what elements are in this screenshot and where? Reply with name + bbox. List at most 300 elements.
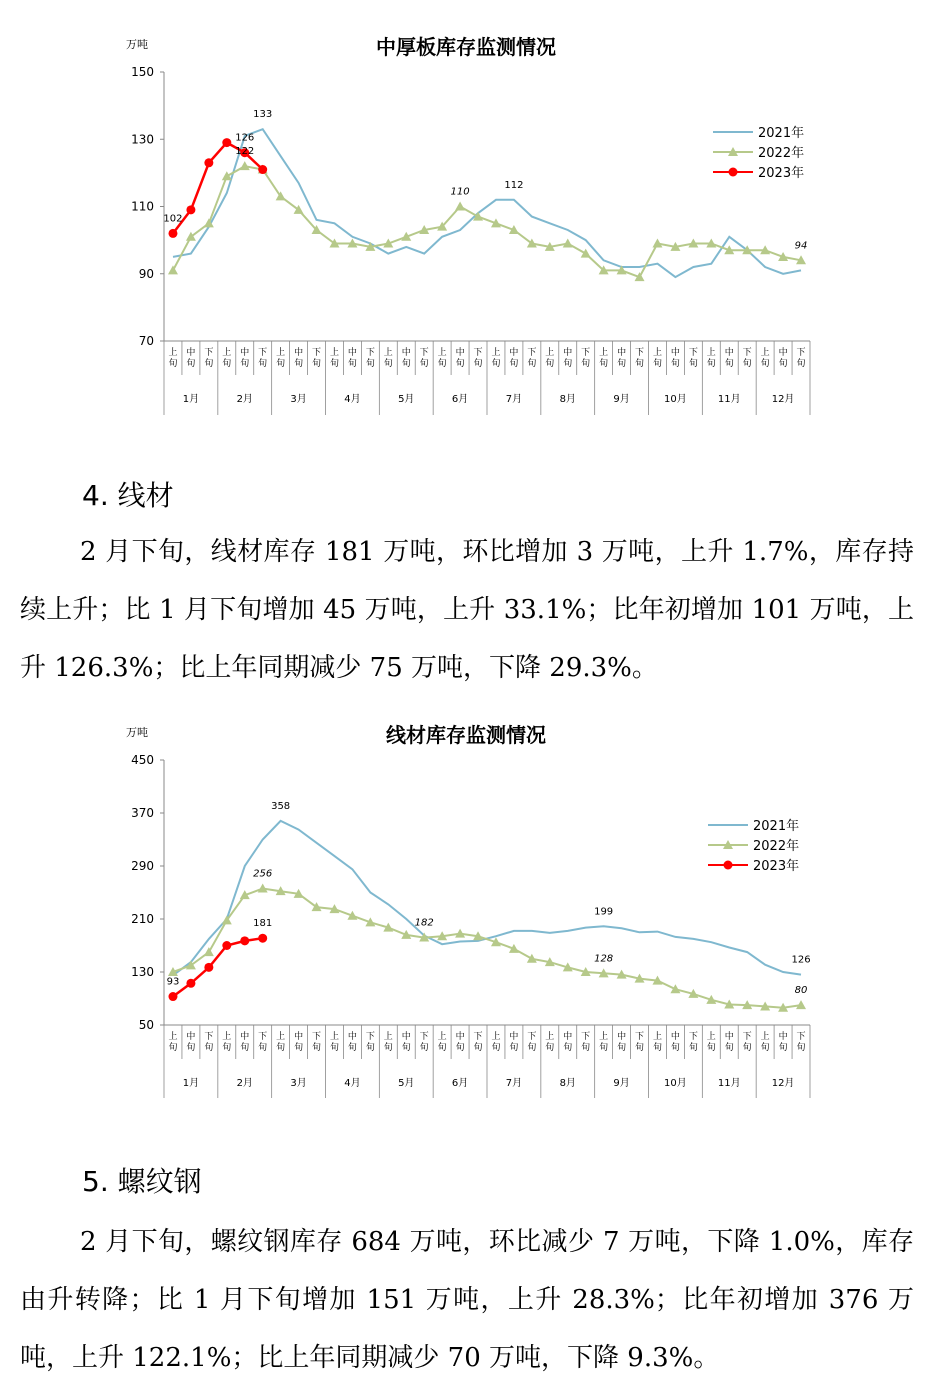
- y-tick-label: 70: [138, 334, 154, 348]
- x-tick-label: [240, 346, 249, 369]
- x-tick-label: [491, 1030, 500, 1053]
- x-tick-label-char: 中: [347, 348, 357, 358]
- x-tick-label-char: 旬: [168, 359, 178, 369]
- x-tick-label: [330, 346, 339, 369]
- x-tick-label: [294, 1030, 303, 1053]
- section-heading-wire-rod: 4. 线材: [82, 479, 174, 512]
- month-label: 12月: [771, 1078, 795, 1089]
- y-tick-label: 210: [131, 912, 154, 926]
- data-point: [581, 249, 591, 258]
- x-tick-label: [797, 1031, 806, 1053]
- month-label: 9月: [613, 394, 630, 405]
- series-line: [173, 129, 801, 277]
- x-tick-label-char: 下: [635, 1032, 645, 1042]
- x-tick-label-char: 旬: [670, 1043, 680, 1053]
- data-point: [670, 984, 680, 993]
- data-label: 94: [794, 240, 808, 252]
- month-label: 12月: [771, 394, 795, 405]
- data-point: [563, 238, 573, 247]
- x-tick-label-char: 中: [401, 348, 411, 358]
- x-tick-label-char: 旬: [455, 359, 465, 369]
- x-tick-label-char: 旬: [473, 1043, 483, 1053]
- data-point: [258, 165, 267, 174]
- data-point: [527, 954, 537, 963]
- x-tick-label-char: 上: [276, 348, 286, 358]
- x-tick-label-char: 下: [742, 348, 752, 358]
- month-label: 11月: [717, 394, 741, 405]
- legend-label: 2023年: [753, 859, 800, 874]
- x-tick-label-char: 上: [706, 1032, 716, 1042]
- x-tick-label: [509, 346, 518, 369]
- x-tick-label-char: 旬: [706, 359, 716, 369]
- x-tick-label-char: 中: [670, 348, 680, 358]
- x-tick-label-char: 旬: [419, 359, 429, 369]
- x-tick-label-char: 旬: [437, 1043, 447, 1053]
- x-tick-label: [509, 1030, 518, 1053]
- x-tick-label-char: 下: [419, 1032, 429, 1042]
- data-point: [186, 205, 195, 214]
- x-tick-label-char: 旬: [527, 1043, 537, 1053]
- x-tick-label-char: 旬: [204, 1043, 214, 1053]
- x-tick-label: [438, 1030, 447, 1053]
- data-point: [168, 265, 178, 274]
- x-tick-label-char: 旬: [545, 1043, 555, 1053]
- x-tick-label-char: 上: [491, 348, 501, 358]
- x-tick-label-char: 上: [652, 348, 662, 358]
- x-tick-label: [635, 347, 644, 369]
- x-tick-label-char: 下: [635, 348, 645, 358]
- x-tick-label-char: 旬: [455, 1043, 465, 1053]
- data-label: 358: [271, 800, 291, 812]
- x-tick-label: [743, 347, 752, 369]
- x-tick-label-char: 中: [670, 1032, 680, 1042]
- x-tick-label-char: 上: [545, 1032, 555, 1042]
- data-point: [168, 992, 177, 1001]
- x-tick-label-char: 旬: [312, 1043, 322, 1053]
- x-tick-label-char: 旬: [401, 1043, 411, 1053]
- x-tick-label-char: 下: [365, 348, 375, 358]
- data-label: 112: [504, 179, 524, 191]
- x-tick-label-char: 上: [437, 1032, 447, 1042]
- x-tick-label-char: 下: [258, 1032, 268, 1042]
- data-point: [204, 963, 213, 972]
- x-tick-label-char: 旬: [617, 359, 627, 369]
- month-label: 7月: [505, 1078, 523, 1089]
- month-label: 10月: [664, 394, 687, 405]
- x-tick-label-char: 下: [581, 348, 591, 358]
- x-tick-label-char: 旬: [419, 1043, 429, 1053]
- x-tick-label: [258, 1031, 267, 1053]
- month-label: 5月: [398, 394, 415, 405]
- data-point: [455, 929, 465, 938]
- chart-title: 线材库存监测情况: [386, 723, 546, 747]
- x-tick-label-char: 旬: [329, 1043, 339, 1053]
- section-heading-rebar: 5. 螺纹钢: [82, 1165, 202, 1198]
- x-tick-label-char: 上: [329, 348, 339, 358]
- x-tick-label-char: 旬: [599, 1043, 609, 1053]
- x-tick-label: [797, 347, 806, 369]
- x-tick-label-char: 上: [222, 1032, 232, 1042]
- x-tick-label: [707, 1030, 716, 1053]
- x-tick-label-char: 下: [312, 1032, 322, 1042]
- x-tick-label: [653, 346, 662, 369]
- x-tick-label: [563, 346, 572, 369]
- y-tick-label: 90: [138, 266, 154, 281]
- x-tick-label-char: 旬: [581, 359, 591, 369]
- data-point: [652, 238, 662, 247]
- data-label: 182: [414, 917, 434, 929]
- x-tick-label-char: 旬: [652, 1043, 662, 1053]
- x-tick-label: [779, 346, 788, 369]
- month-label: 7月: [505, 394, 523, 405]
- x-tick-label-char: 旬: [168, 1043, 178, 1053]
- x-tick-label: [366, 1031, 375, 1053]
- x-tick-label: [581, 1031, 590, 1053]
- x-tick-label: [761, 346, 770, 369]
- x-tick-label-char: 下: [527, 348, 537, 358]
- x-tick-label-char: 旬: [204, 359, 214, 369]
- x-tick-label-char: 旬: [742, 359, 752, 369]
- x-tick-label-char: 旬: [347, 1043, 357, 1053]
- x-tick-label-char: 旬: [688, 1043, 698, 1053]
- month-label: 1月: [182, 394, 200, 405]
- y-unit-label: 万吨: [126, 726, 148, 739]
- x-tick-label: [258, 347, 267, 369]
- x-tick-label: [222, 346, 231, 369]
- x-tick-label: [527, 1031, 536, 1053]
- x-tick-label-char: 旬: [670, 359, 680, 369]
- y-tick-label: 50: [138, 1018, 154, 1032]
- x-tick-label-char: 上: [760, 348, 770, 358]
- x-tick-label: [456, 346, 465, 369]
- x-tick-label-char: 中: [186, 348, 196, 358]
- x-tick-label-char: 旬: [652, 359, 662, 369]
- month-label: 6月: [451, 394, 469, 405]
- x-tick-label: [581, 347, 590, 369]
- y-tick-label: 130: [131, 965, 154, 979]
- x-tick-label: [168, 1030, 177, 1053]
- x-tick-label-char: 旬: [635, 359, 645, 369]
- x-tick-label-char: 中: [240, 1032, 250, 1042]
- data-label: 80: [794, 985, 808, 997]
- x-tick-label-char: 中: [724, 1032, 734, 1042]
- x-tick-label-char: 旬: [347, 359, 357, 369]
- x-tick-label-char: 中: [347, 1032, 357, 1042]
- x-tick-label-char: 旬: [365, 359, 375, 369]
- x-tick-label-char: 旬: [365, 1043, 375, 1053]
- y-unit-label: 万吨: [126, 38, 148, 51]
- x-tick-label-char: 上: [491, 1032, 501, 1042]
- month-label: 3月: [290, 394, 307, 405]
- x-tick-label-char: 中: [617, 348, 627, 358]
- x-tick-label-char: 旬: [724, 359, 734, 369]
- rebar-paragraph: [20, 1213, 914, 1387]
- x-tick-label-char: 上: [383, 1032, 393, 1042]
- x-tick-label-char: 旬: [222, 359, 232, 369]
- plate-inventory-chart-svg: [0, 0, 929, 430]
- x-tick-label-char: 下: [796, 1032, 806, 1042]
- x-tick-label-char: 旬: [688, 359, 698, 369]
- x-tick-label: [384, 346, 393, 369]
- y-tick-label: 450: [131, 753, 154, 767]
- x-tick-label-char: 上: [706, 348, 716, 358]
- x-tick-label-char: 旬: [186, 359, 196, 369]
- x-tick-label-char: 旬: [383, 359, 393, 369]
- x-tick-label-char: 旬: [222, 1043, 232, 1053]
- x-tick-label-char: 旬: [796, 1043, 806, 1053]
- x-tick-label: [348, 1030, 357, 1053]
- x-tick-label-char: 下: [688, 1032, 698, 1042]
- x-tick-label: [204, 347, 213, 369]
- data-label: 110: [450, 186, 470, 198]
- x-tick-label-char: 旬: [563, 359, 573, 369]
- x-tick-label-char: 旬: [706, 1043, 716, 1053]
- x-tick-label: [312, 1031, 321, 1053]
- legend-label: 2021年: [758, 126, 805, 141]
- x-tick-label-char: 旬: [258, 1043, 268, 1053]
- data-label: 126: [235, 132, 255, 144]
- month-label: 9月: [613, 1078, 630, 1089]
- data-label: 93: [166, 976, 180, 988]
- x-tick-label-char: 中: [617, 1032, 627, 1042]
- x-tick-label: [222, 1030, 231, 1053]
- legend-label: 2021年: [753, 819, 800, 834]
- x-tick-label-char: 旬: [240, 359, 250, 369]
- x-tick-label: [276, 346, 285, 369]
- rebar-paragraph-text: 2 月下旬，螺纹钢库存 684 万吨，环比减少 7 万吨，下降 1.0%，库存由升转降；比 1 月下旬增加 151 万吨，上升 28.3%；比年初增加 376 万吨，上升 122.1%；比上年同期减少 70 万吨，下降 9.3%。: [20, 1227, 914, 1373]
- x-tick-label-char: 旬: [473, 359, 483, 369]
- x-tick-label-char: 旬: [294, 359, 304, 369]
- x-tick-label-char: 旬: [491, 1043, 501, 1053]
- x-tick-label: [348, 346, 357, 369]
- data-point: [168, 229, 177, 238]
- x-tick-label: [653, 1030, 662, 1053]
- x-tick-label-char: 下: [365, 1032, 375, 1042]
- wire-rod-inventory-chart-svg: [0, 714, 929, 1114]
- data-point: [204, 947, 214, 956]
- x-tick-label-char: 中: [455, 348, 465, 358]
- legend-label: 2022年: [758, 146, 805, 161]
- x-tick-label-char: 上: [437, 348, 447, 358]
- x-tick-label: [294, 346, 303, 369]
- x-tick-label-char: 旬: [617, 1043, 627, 1053]
- x-tick-label-char: 中: [294, 348, 304, 358]
- x-tick-label: [186, 1030, 195, 1053]
- data-label: 126: [791, 954, 811, 966]
- x-tick-label: [671, 1030, 680, 1053]
- month-label: 2月: [236, 1078, 253, 1089]
- x-tick-label-char: 中: [563, 1032, 573, 1042]
- y-tick-label: 370: [131, 806, 154, 820]
- data-point: [186, 979, 195, 988]
- wire-rod-paragraph-text: 2 月下旬，线材库存 181 万吨，环比增加 3 万吨，上升 1.7%，库存持续上升；比 1 月下旬增加 45 万吨，上升 33.1%；比年初增加 101 万吨，上升 126.3%；比上年同期减少 75 万吨，下降 29.3%。: [20, 537, 914, 683]
- data-point: [258, 934, 267, 943]
- data-label: 122: [235, 146, 255, 158]
- x-tick-label-char: 下: [204, 348, 214, 358]
- x-tick-label-char: 旬: [276, 359, 286, 369]
- legend-label: 2022年: [753, 839, 800, 854]
- x-tick-label: [599, 1030, 608, 1053]
- x-tick-label-char: 下: [581, 1032, 591, 1042]
- x-tick-label: [402, 346, 411, 369]
- x-tick-label: [779, 1030, 788, 1053]
- wire-rod-paragraph: [20, 523, 914, 697]
- x-tick-label: [456, 1030, 465, 1053]
- x-tick-label-char: 上: [652, 1032, 662, 1042]
- x-tick-label-char: 中: [724, 348, 734, 358]
- x-tick-label-char: 旬: [581, 1043, 591, 1053]
- data-point: [222, 171, 232, 180]
- x-tick-label-char: 旬: [491, 359, 501, 369]
- x-tick-label: [725, 346, 734, 369]
- x-tick-label-char: 中: [455, 1032, 465, 1042]
- x-tick-label-char: 中: [401, 1032, 411, 1042]
- x-tick-label: [474, 347, 483, 369]
- x-tick-label: [168, 346, 177, 369]
- y-tick-label: 150: [131, 65, 154, 79]
- month-label: 1月: [182, 1078, 200, 1089]
- x-tick-label-char: 中: [563, 348, 573, 358]
- x-tick-label: [743, 1031, 752, 1053]
- month-label: 10月: [664, 1078, 687, 1089]
- x-tick-label-char: 上: [168, 1032, 178, 1042]
- x-tick-label: [240, 1030, 249, 1053]
- x-tick-label: [689, 1031, 698, 1053]
- x-tick-label-char: 上: [168, 348, 178, 358]
- month-label: 11月: [717, 1078, 741, 1089]
- x-tick-label-char: 上: [599, 1032, 609, 1042]
- chart-title: 中厚板库存监测情况: [376, 35, 556, 59]
- plate-inventory-chart: [0, 0, 929, 430]
- x-tick-label-char: 上: [276, 1032, 286, 1042]
- x-tick-label: [527, 347, 536, 369]
- x-tick-label-char: 旬: [258, 359, 268, 369]
- x-tick-label: [420, 347, 429, 369]
- x-tick-label: [563, 1030, 572, 1053]
- data-point: [455, 202, 465, 211]
- x-tick-label-char: 上: [599, 348, 609, 358]
- x-tick-label-char: 下: [473, 348, 483, 358]
- x-tick-label-char: 下: [312, 348, 322, 358]
- series-line: [173, 889, 801, 1008]
- data-label: 256: [253, 868, 273, 880]
- month-label: 2月: [236, 394, 253, 405]
- month-label: 4月: [344, 1078, 361, 1089]
- x-tick-label-char: 上: [222, 348, 232, 358]
- x-tick-label-char: 中: [509, 348, 519, 358]
- x-tick-label-char: 中: [778, 348, 788, 358]
- y-tick-label: 130: [131, 132, 154, 147]
- x-tick-label-char: 旬: [760, 359, 770, 369]
- legend-marker: [724, 861, 733, 870]
- x-tick-label: [761, 1030, 770, 1053]
- data-label: 181: [253, 918, 273, 930]
- month-label: 3月: [290, 1078, 307, 1089]
- data-label: 128: [594, 953, 614, 965]
- legend-label: 2023年: [758, 166, 805, 181]
- x-tick-label-char: 旬: [383, 1043, 393, 1053]
- x-tick-label-char: 下: [796, 348, 806, 358]
- data-label: 133: [253, 109, 273, 121]
- x-tick-label-char: 旬: [545, 359, 555, 369]
- x-tick-label-char: 旬: [276, 1043, 286, 1053]
- month-label: 5月: [398, 1078, 415, 1089]
- x-tick-label-char: 下: [204, 1032, 214, 1042]
- x-tick-label: [689, 347, 698, 369]
- month-label: 6月: [451, 1078, 469, 1089]
- month-label: 8月: [559, 1078, 576, 1089]
- x-tick-label-char: 旬: [329, 359, 339, 369]
- x-tick-label: [545, 1030, 554, 1053]
- x-tick-label-char: 旬: [186, 1043, 196, 1053]
- x-tick-label: [186, 346, 195, 369]
- x-tick-label: [635, 1031, 644, 1053]
- x-tick-label: [384, 1030, 393, 1053]
- x-tick-label: [491, 346, 500, 369]
- x-tick-label: [420, 1031, 429, 1053]
- x-tick-label-char: 中: [778, 1032, 788, 1042]
- x-tick-label-char: 旬: [742, 1043, 752, 1053]
- x-tick-label: [204, 1031, 213, 1053]
- x-tick-label-char: 下: [258, 348, 268, 358]
- x-tick-label-char: 旬: [635, 1043, 645, 1053]
- x-tick-label: [474, 1031, 483, 1053]
- y-tick-label: 290: [131, 859, 154, 873]
- x-tick-label-char: 旬: [778, 359, 788, 369]
- x-tick-label-char: 中: [240, 348, 250, 358]
- x-tick-label-char: 旬: [760, 1043, 770, 1053]
- x-tick-label-char: 上: [545, 348, 555, 358]
- x-tick-label: [438, 346, 447, 369]
- series-line: [173, 166, 801, 277]
- data-point: [222, 941, 231, 950]
- x-tick-label-char: 旬: [724, 1043, 734, 1053]
- x-tick-label-char: 旬: [527, 359, 537, 369]
- data-point: [222, 138, 231, 147]
- x-tick-label-char: 旬: [509, 1043, 519, 1053]
- x-tick-label-char: 上: [329, 1032, 339, 1042]
- x-tick-label-char: 旬: [796, 359, 806, 369]
- x-tick-label: [276, 1030, 285, 1053]
- x-tick-label: [617, 346, 626, 369]
- x-tick-label: [402, 1030, 411, 1053]
- y-tick-label: 110: [131, 199, 154, 214]
- x-tick-label-char: 旬: [563, 1043, 573, 1053]
- x-tick-label: [366, 347, 375, 369]
- x-tick-label: [707, 346, 716, 369]
- x-tick-label-char: 旬: [312, 359, 322, 369]
- legend-marker: [729, 168, 738, 177]
- data-label: 102: [163, 213, 183, 225]
- month-label: 8月: [559, 394, 576, 405]
- x-tick-label-char: 中: [509, 1032, 519, 1042]
- x-tick-label-char: 旬: [294, 1043, 304, 1053]
- month-label: 4月: [344, 394, 361, 405]
- data-point: [204, 158, 213, 167]
- x-tick-label: [545, 346, 554, 369]
- x-tick-label-char: 上: [383, 348, 393, 358]
- x-tick-label: [312, 347, 321, 369]
- x-tick-label-char: 下: [527, 1032, 537, 1042]
- x-tick-label-char: 旬: [240, 1043, 250, 1053]
- data-point: [240, 161, 250, 170]
- x-tick-label-char: 旬: [509, 359, 519, 369]
- x-tick-label: [599, 346, 608, 369]
- x-tick-label: [617, 1030, 626, 1053]
- x-tick-label-char: 中: [294, 1032, 304, 1042]
- x-tick-label-char: 下: [742, 1032, 752, 1042]
- x-tick-label-char: 下: [688, 348, 698, 358]
